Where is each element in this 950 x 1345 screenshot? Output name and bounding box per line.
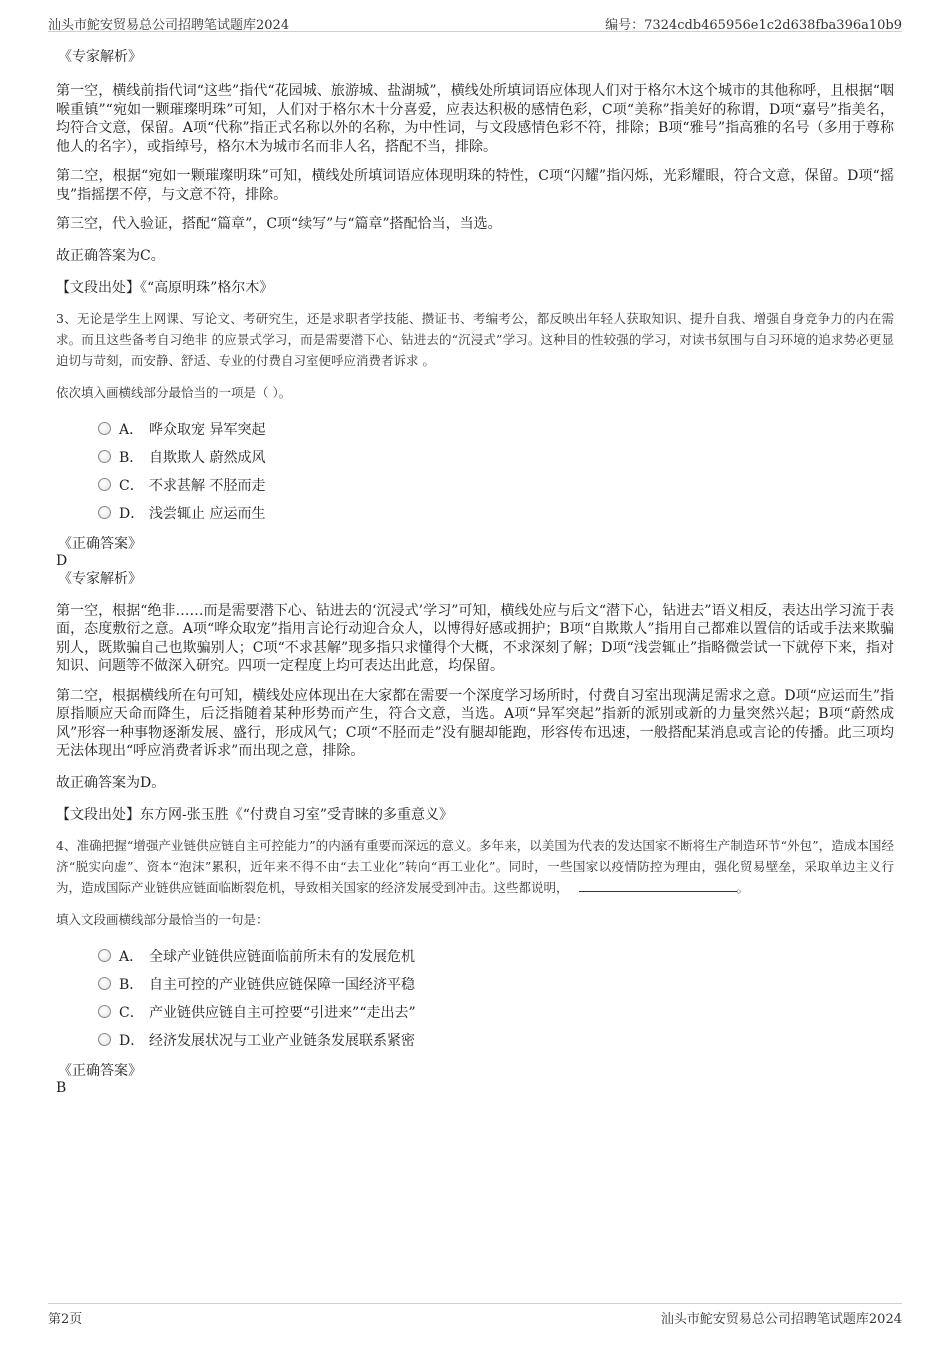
header-title: 汕头市鮀安贸易总公司招聘笔试题库2024 <box>48 18 290 33</box>
option-text: 不求甚解 不胫而走 <box>149 477 266 494</box>
q3-analysis-conclusion: 故正确答案为D。 <box>56 774 166 791</box>
q2-analysis-heading: 《专家解析》 <box>58 49 142 65</box>
answer-blank <box>579 880 737 892</box>
option-text: 浅尝辄止 应运而生 <box>149 505 266 522</box>
option-letter: B． <box>119 976 144 993</box>
q4-option-b[interactable] <box>98 970 894 998</box>
q2-source: 【文段出处】《“高原明珠”格尔木》 <box>56 280 274 296</box>
option-letter: B． <box>119 449 144 466</box>
q4-question-text <box>56 835 894 898</box>
q3-source: 【文段出处】东方网-张玉胜《“付费自习室”受青睐的多重意义》 <box>56 807 454 823</box>
q2-analysis-p3: 第三空，代入验证，搭配“篇章”，C项“续写”与“篇章”搭配恰当，当选。 <box>56 216 502 232</box>
q3-option-b[interactable] <box>98 443 894 471</box>
q4-option-d[interactable] <box>98 1026 894 1054</box>
q4-answer-heading: 《正确答案》 <box>58 1062 142 1079</box>
q4-prompt: 填入文段画横线部分最恰当的一句是： <box>56 911 269 927</box>
option-text: 自主可控的产业链供应链保障一国经济平稳 <box>149 976 415 993</box>
q3-analysis-p1: 第一空，根据“绝非……而是需要潜下心、钻进去的‘沉浸式’学习”可知，横线处应与后文“潜下心，钻进去”语义相反，表达出学习流于表面，态度敷衍之意。A项“哗众取宠”指用言论行动迎合众人，以博得好感或拥护；B项“自欺欺人”指用自己都难以置信的话或手法来欺骗别人，既欺骗自己也欺骗别人；C项“不求甚解”现多指只求懂得个大概，不求深刻了解；D项“浅尝辄止”指略微尝试一下就停下来，指对知识、问题等不做深入研究。四项一定程度上均可表达出此意，均保留。 <box>56 602 894 674</box>
q3-option-d[interactable] <box>98 499 894 527</box>
q2-analysis-p1: 第一空，横线前指代词“这些”指代“花园城、旅游城、盐湖城”，横线处所填词语应体现人们对于格尔木这个城市的其他称呼，且根据“咽喉重镇”“宛如一颗璀璨明珠”可知，人们对于格尔木十分喜爱，应表达积极的感情色彩，C项“美称”指美好的称谓，D项“嘉号”指美名，均符合文意，保留。A项“代称”指正式名称以外的名称，为中性词，与文段感情色彩不符，排除；B项“雅号”指高雅的名号（多用于尊称他人的名字），或指绰号，格尔木为城市名而非人名，搭配不当，排除。 <box>56 83 894 155</box>
q3-answer-heading: 《正确答案》 <box>58 535 142 552</box>
q3-options <box>98 415 894 527</box>
q3-analysis-p2: 第二空，根据横线所在句可知，横线处应体现出在大家都在需要一个深度学习场所时，付费自习室出现满足需求之意。D项“应运而生”指原指顺应天命而降生，后泛指随着某种形势而产生，符合文意，当选。A项“异军突起”指新的派别或新的力量突然兴起；B项“蔚然成风”形容一种事物逐渐发展、盛行，形成风气；C项“不胫而走”没有腿却能跑，形容传布迅速，一般搭配某消息或言论的传播。此三项均无法体现出“呼应消费者诉求”而出现之意，排除。 <box>56 687 894 759</box>
radio-icon[interactable] <box>98 422 111 435</box>
q3-answer: D <box>56 552 68 569</box>
option-letter: D． <box>119 505 145 522</box>
option-letter: C． <box>119 477 144 494</box>
q4-option-c[interactable] <box>98 998 894 1026</box>
q4-text-body: 4、准确把握“增强产业链供应链自主可控能力”的内涵有重要而深远的意义。多年来，以美国为代表的发达国家不断将生产制造环节“外包”，造成本国经济“脱实向虚”、资本“泡沫”累积，近年来不得不由“去工业化”转向“再工业化”。同时，一些国家以疫情防控为理由，强化贸易壁垒，采取单边主义行为，造成国际产业链供应链面临断裂危机，导致相关国家的经济发展受到冲击。这些都说明， <box>56 837 894 895</box>
radio-icon[interactable] <box>98 450 111 463</box>
q4-answer: B <box>56 1079 67 1096</box>
q2-analysis-p2: 第二空，根据“宛如一颗璀璨明珠”可知，横线处所填词语应体现明珠的特性，C项“闪耀”指闪烁，光彩耀眼，符合文意，保留。D项“摇曳”指摇摆不停，与文意不符，排除。 <box>56 168 894 203</box>
radio-icon[interactable] <box>98 977 111 990</box>
q3-option-a[interactable] <box>98 415 894 443</box>
option-text: 产业链供应链自主可控要“引进来”“走出去” <box>149 1004 416 1021</box>
q3-analysis-heading: 《专家解析》 <box>58 570 142 587</box>
option-letter: A． <box>119 421 144 438</box>
page-content <box>56 44 894 1097</box>
page-footer <box>48 1303 902 1327</box>
q3-question-text: 3、无论是学生上网课、写论文、考研究生，还是求职者学技能、攒证书、考编考公，都反映出年轻人获取知识、提升自我、增强自身竞争力的内在需求。而且这些备考自习绝非 的应景式学习，而是需要潜下心、钻进去的“沉浸式”学习。这种目的性较强的学习，对读书氛围与自习环境的追求势必更显迫切与苛刻，而安静、舒适、专业的付费自习室便呼应消费者诉求 。 <box>56 310 894 368</box>
q2-analysis-conclusion: 故正确答案为C。 <box>56 247 165 264</box>
page-header <box>48 10 902 32</box>
header-doc-id: 编号：7324cdb465956e1c2d638fba396a10b9 <box>605 18 902 33</box>
option-letter: C． <box>119 1004 144 1021</box>
option-text: 经济发展状况与工业产业链条发展联系紧密 <box>149 1032 415 1049</box>
q3-option-c[interactable] <box>98 471 894 499</box>
radio-icon[interactable] <box>98 1005 111 1018</box>
radio-icon[interactable] <box>98 949 111 962</box>
radio-icon[interactable] <box>98 1033 111 1046</box>
q4-options <box>98 942 894 1054</box>
radio-icon[interactable] <box>98 478 111 491</box>
q3-prompt: 依次填入画横线部分最恰当的一项是（ ）。 <box>56 384 292 400</box>
option-letter: D． <box>119 1032 145 1049</box>
option-text: 哗众取宠 异军突起 <box>149 421 266 438</box>
radio-icon[interactable] <box>98 506 111 519</box>
option-letter: A． <box>119 948 144 965</box>
option-text: 全球产业链供应链面临前所未有的发展危机 <box>149 948 415 965</box>
footer-title: 汕头市鮀安贸易总公司招聘笔试题库2024 <box>660 1312 902 1327</box>
q4-option-a[interactable] <box>98 942 894 970</box>
q4-text-end: 。 <box>736 879 750 895</box>
option-text: 自欺欺人 蔚然成风 <box>149 449 266 466</box>
footer-page-number: 第2页 <box>48 1312 83 1327</box>
